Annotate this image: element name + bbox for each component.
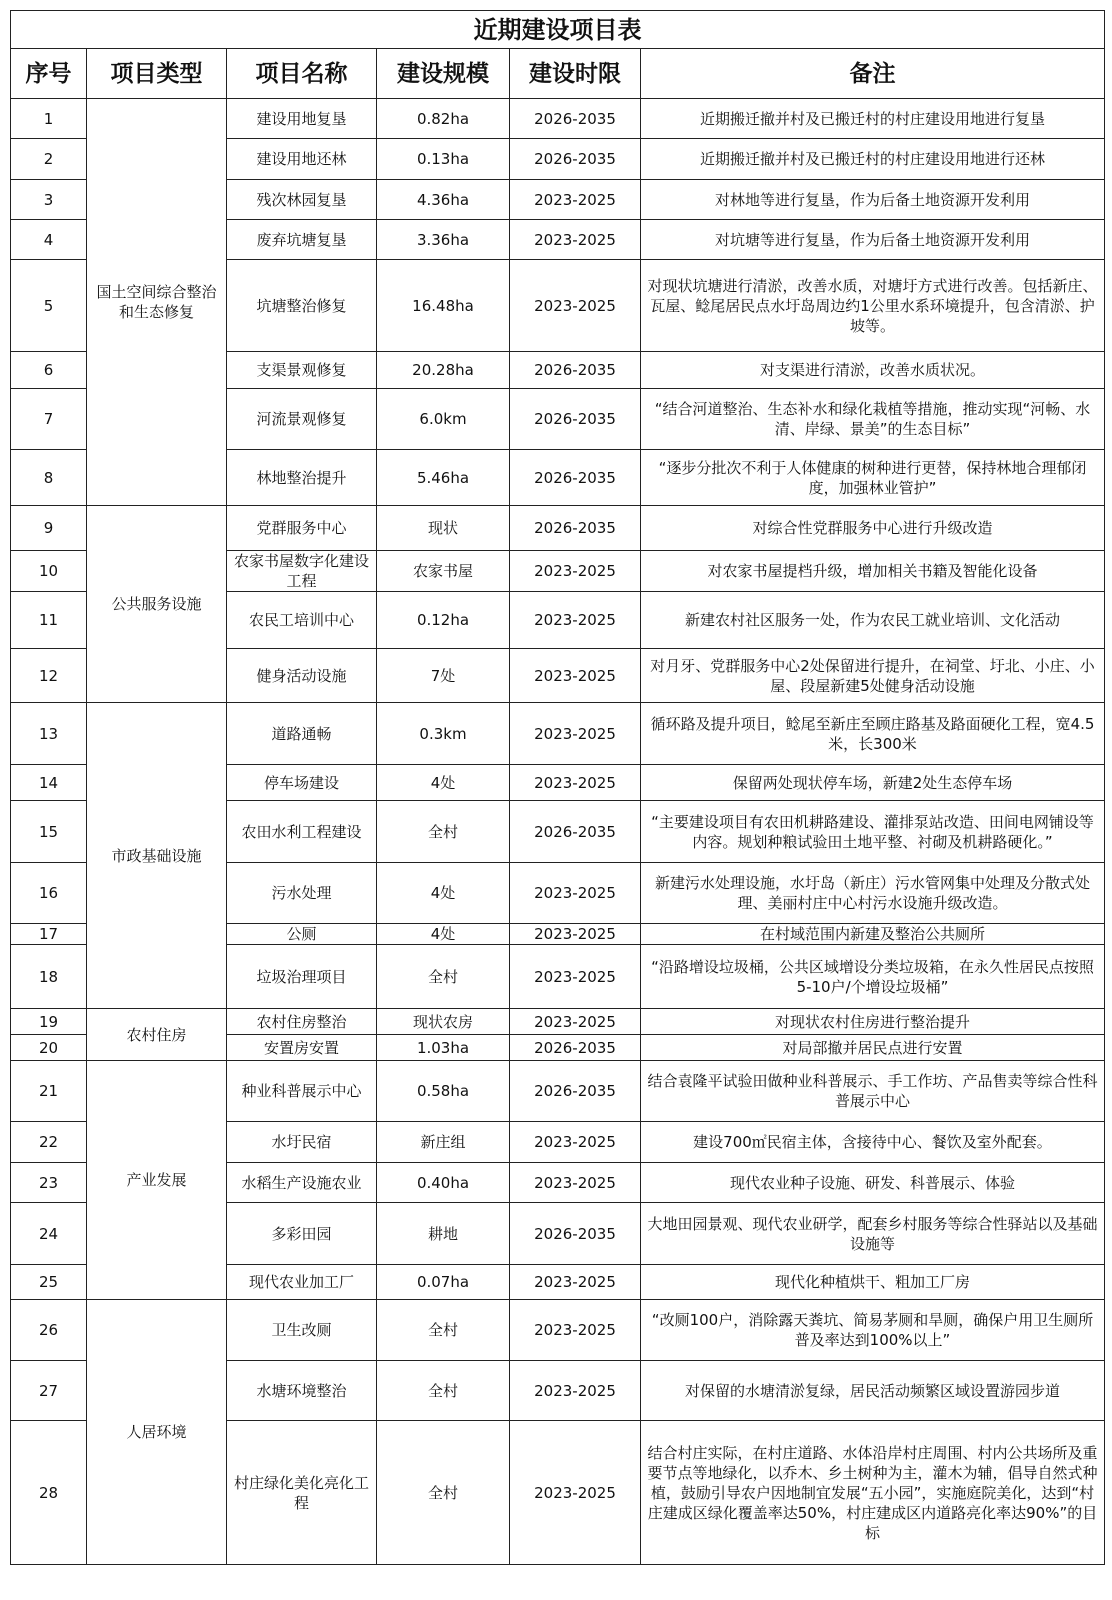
cell-project-name: 安置房安置 bbox=[227, 1035, 377, 1061]
cell-project-name: 农田水利工程建设 bbox=[227, 801, 377, 863]
cell-project-name: 建设用地还林 bbox=[227, 139, 377, 180]
cell-remarks: 保留两处现状停车场，新建2处生态停车场 bbox=[641, 765, 1105, 801]
cell-construction-scale: 6.0km bbox=[377, 389, 510, 450]
cell-construction-scale: 全村 bbox=[377, 801, 510, 863]
cell-construction-period: 2026-2035 bbox=[510, 139, 641, 180]
cell-serial-no: 14 bbox=[11, 765, 87, 801]
cell-project-name: 水塘环境整治 bbox=[227, 1361, 377, 1421]
cell-serial-no: 13 bbox=[11, 703, 87, 765]
cell-serial-no: 19 bbox=[11, 1009, 87, 1035]
cell-remarks: 新建农村社区服务一处，作为农民工就业培训、文化活动 bbox=[641, 592, 1105, 649]
cell-construction-scale: 0.12ha bbox=[377, 592, 510, 649]
cell-remarks: 现代农业种子设施、研发、科普展示、体验 bbox=[641, 1163, 1105, 1203]
cell-construction-period: 2023-2025 bbox=[510, 180, 641, 220]
cell-project-name: 党群服务中心 bbox=[227, 506, 377, 551]
header-project-type: 项目类型 bbox=[87, 49, 227, 99]
cell-project-name: 废弃坑塘复垦 bbox=[227, 220, 377, 260]
cell-remarks: 在村域范围内新建及整治公共厕所 bbox=[641, 924, 1105, 945]
cell-serial-no: 8 bbox=[11, 450, 87, 506]
cell-construction-period: 2023-2025 bbox=[510, 945, 641, 1009]
recent-construction-projects-table bbox=[10, 10, 1105, 1565]
cell-construction-period: 2023-2025 bbox=[510, 260, 641, 352]
cell-remarks: 对现状农村住房进行整治提升 bbox=[641, 1009, 1105, 1035]
cell-remarks: 大地田园景观、现代农业研学，配套乡村服务等综合性驿站以及基础设施等 bbox=[641, 1203, 1105, 1265]
cell-project-type: 市政基础设施 bbox=[87, 703, 227, 1009]
cell-project-name: 卫生改厕 bbox=[227, 1300, 377, 1361]
cell-serial-no: 22 bbox=[11, 1122, 87, 1163]
cell-construction-period: 2026-2035 bbox=[510, 99, 641, 139]
cell-construction-period: 2026-2035 bbox=[510, 1203, 641, 1265]
cell-remarks: 对林地等进行复垦，作为后备土地资源开发利用 bbox=[641, 180, 1105, 220]
cell-construction-period: 2026-2035 bbox=[510, 450, 641, 506]
cell-construction-scale: 0.13ha bbox=[377, 139, 510, 180]
cell-project-name: 建设用地复垦 bbox=[227, 99, 377, 139]
cell-construction-scale: 0.07ha bbox=[377, 1265, 510, 1300]
cell-serial-no: 20 bbox=[11, 1035, 87, 1061]
cell-project-type: 公共服务设施 bbox=[87, 506, 227, 703]
cell-remarks: 结合村庄实际，在村庄道路、水体沿岸村庄周围、村内公共场所及重要节点等地绿化，以乔木、乡土树种为主，灌木为辅，倡导自然式种植，鼓励引导农户因地制宜发展“五小园”，实施庭院美化，达到“村庄建成区绿化覆盖率达50%，村庄建成区内道路亮化率达90%”的目标 bbox=[641, 1421, 1105, 1565]
cell-remarks: 对综合性党群服务中心进行升级改造 bbox=[641, 506, 1105, 551]
cell-remarks: “主要建设项目有农田机耕路建设、灌排泵站改造、田间电网铺设等内容。规划种粮试验田土地平整、衬砌及机耕路硬化。” bbox=[641, 801, 1105, 863]
header-project-name: 项目名称 bbox=[227, 49, 377, 99]
cell-remarks: 循环路及提升项目，鲶尾至新庄至顾庄路基及路面硬化工程，宽4.5米，长300米 bbox=[641, 703, 1105, 765]
cell-serial-no: 4 bbox=[11, 220, 87, 260]
cell-construction-period: 2023-2025 bbox=[510, 924, 641, 945]
cell-construction-scale: 4处 bbox=[377, 924, 510, 945]
cell-serial-no: 2 bbox=[11, 139, 87, 180]
cell-remarks: “改厕100户，消除露天粪坑、简易茅厕和旱厕，确保户用卫生厕所普及率达到100%以上” bbox=[641, 1300, 1105, 1361]
cell-project-type: 国土空间综合整治和生态修复 bbox=[87, 99, 227, 506]
cell-project-name: 残次林园复垦 bbox=[227, 180, 377, 220]
cell-construction-period: 2026-2035 bbox=[510, 352, 641, 389]
cell-construction-period: 2023-2025 bbox=[510, 551, 641, 592]
cell-project-name: 污水处理 bbox=[227, 863, 377, 924]
cell-remarks: 对坑塘等进行复垦，作为后备土地资源开发利用 bbox=[641, 220, 1105, 260]
table-body bbox=[11, 99, 1105, 1565]
cell-construction-scale: 0.40ha bbox=[377, 1163, 510, 1203]
table-title: 近期建设项目表 bbox=[11, 11, 1105, 49]
cell-construction-period: 2026-2035 bbox=[510, 1061, 641, 1122]
cell-construction-scale: 耕地 bbox=[377, 1203, 510, 1265]
cell-remarks: 建设700㎡民宿主体，含接待中心、餐饮及室外配套。 bbox=[641, 1122, 1105, 1163]
cell-construction-scale: 16.48ha bbox=[377, 260, 510, 352]
cell-serial-no: 23 bbox=[11, 1163, 87, 1203]
cell-project-name: 道路通畅 bbox=[227, 703, 377, 765]
cell-construction-period: 2023-2025 bbox=[510, 1163, 641, 1203]
cell-construction-period: 2026-2035 bbox=[510, 389, 641, 450]
cell-remarks: 对月牙、党群服务中心2处保留进行提升，在祠堂、圩北、小庄、小屋、段屋新建5处健身活动设施 bbox=[641, 649, 1105, 703]
cell-remarks: 对农家书屋提档升级，增加相关书籍及智能化设备 bbox=[641, 551, 1105, 592]
header-construction-scale: 建设规模 bbox=[377, 49, 510, 99]
cell-serial-no: 26 bbox=[11, 1300, 87, 1361]
cell-remarks: “沿路增设垃圾桶，公共区域增设分类垃圾箱，在永久性居民点按照5-10户/个增设垃圾桶” bbox=[641, 945, 1105, 1009]
cell-construction-scale: 4处 bbox=[377, 863, 510, 924]
cell-project-name: 停车场建设 bbox=[227, 765, 377, 801]
cell-serial-no: 11 bbox=[11, 592, 87, 649]
cell-construction-scale: 现状 bbox=[377, 506, 510, 551]
cell-project-name: 水稻生产设施农业 bbox=[227, 1163, 377, 1203]
cell-project-type: 人居环境 bbox=[87, 1300, 227, 1565]
cell-remarks: 结合袁隆平试验田做种业科普展示、手工作坊、产品售卖等综合性科普展示中心 bbox=[641, 1061, 1105, 1122]
cell-serial-no: 6 bbox=[11, 352, 87, 389]
cell-serial-no: 17 bbox=[11, 924, 87, 945]
cell-remarks: 对支渠进行清淤，改善水质状况。 bbox=[641, 352, 1105, 389]
cell-project-name: 农家书屋数字化建设工程 bbox=[227, 551, 377, 592]
cell-serial-no: 25 bbox=[11, 1265, 87, 1300]
cell-construction-period: 2023-2025 bbox=[510, 1265, 641, 1300]
cell-construction-scale: 7处 bbox=[377, 649, 510, 703]
header-serial-no: 序号 bbox=[11, 49, 87, 99]
cell-construction-period: 2023-2025 bbox=[510, 592, 641, 649]
cell-construction-scale: 20.28ha bbox=[377, 352, 510, 389]
cell-construction-scale: 0.3km bbox=[377, 703, 510, 765]
cell-project-name: 农村住房整治 bbox=[227, 1009, 377, 1035]
cell-construction-period: 2026-2035 bbox=[510, 506, 641, 551]
cell-project-name: 健身活动设施 bbox=[227, 649, 377, 703]
cell-remarks: “逐步分批次不利于人体健康的树种进行更替，保持林地合理郁闭度，加强林业管护” bbox=[641, 450, 1105, 506]
cell-remarks: 现代化种植烘干、粗加工厂房 bbox=[641, 1265, 1105, 1300]
cell-project-name: 坑塘整治修复 bbox=[227, 260, 377, 352]
cell-construction-scale: 5.46ha bbox=[377, 450, 510, 506]
cell-project-name: 农民工培训中心 bbox=[227, 592, 377, 649]
cell-construction-period: 2023-2025 bbox=[510, 649, 641, 703]
cell-construction-period: 2023-2025 bbox=[510, 1361, 641, 1421]
cell-project-name: 水圩民宿 bbox=[227, 1122, 377, 1163]
cell-construction-period: 2023-2025 bbox=[510, 765, 641, 801]
cell-construction-scale: 0.82ha bbox=[377, 99, 510, 139]
cell-construction-scale: 全村 bbox=[377, 1421, 510, 1565]
cell-remarks: 对局部撤并居民点进行安置 bbox=[641, 1035, 1105, 1061]
cell-construction-period: 2023-2025 bbox=[510, 863, 641, 924]
cell-serial-no: 21 bbox=[11, 1061, 87, 1122]
cell-project-type: 产业发展 bbox=[87, 1061, 227, 1300]
cell-remarks: 近期搬迁撤并村及已搬迁村的村庄建设用地进行还林 bbox=[641, 139, 1105, 180]
cell-serial-no: 5 bbox=[11, 260, 87, 352]
cell-construction-period: 2023-2025 bbox=[510, 1300, 641, 1361]
cell-construction-period: 2026-2035 bbox=[510, 1035, 641, 1061]
cell-construction-scale: 农家书屋 bbox=[377, 551, 510, 592]
cell-remarks: 对现状坑塘进行清淤，改善水质，对塘圩方式进行改善。包括新庄、瓦屋、鲶尾居民点水圩岛周边约1公里水系环境提升，包含清淤、护坡等。 bbox=[641, 260, 1105, 352]
cell-serial-no: 15 bbox=[11, 801, 87, 863]
cell-construction-scale: 全村 bbox=[377, 945, 510, 1009]
cell-project-name: 现代农业加工厂 bbox=[227, 1265, 377, 1300]
cell-remarks: 新建污水处理设施，水圩岛（新庄）污水管网集中处理及分散式处理、美丽村庄中心村污水设施升级改造。 bbox=[641, 863, 1105, 924]
cell-serial-no: 10 bbox=[11, 551, 87, 592]
cell-serial-no: 9 bbox=[11, 506, 87, 551]
cell-serial-no: 1 bbox=[11, 99, 87, 139]
cell-construction-scale: 0.58ha bbox=[377, 1061, 510, 1122]
cell-construction-scale: 1.03ha bbox=[377, 1035, 510, 1061]
cell-serial-no: 24 bbox=[11, 1203, 87, 1265]
cell-project-name: 多彩田园 bbox=[227, 1203, 377, 1265]
cell-project-type: 农村住房 bbox=[87, 1009, 227, 1061]
table-row bbox=[11, 99, 1105, 139]
table-row bbox=[11, 703, 1105, 765]
cell-construction-period: 2023-2025 bbox=[510, 1421, 641, 1565]
header-construction-period: 建设时限 bbox=[510, 49, 641, 99]
cell-serial-no: 7 bbox=[11, 389, 87, 450]
cell-remarks: “结合河道整治、生态补水和绿化栽植等措施，推动实现“河畅、水清、岸绿、景美”的生态目标” bbox=[641, 389, 1105, 450]
cell-construction-scale: 全村 bbox=[377, 1300, 510, 1361]
cell-project-name: 垃圾治理项目 bbox=[227, 945, 377, 1009]
table-row bbox=[11, 1300, 1105, 1361]
cell-construction-scale: 3.36ha bbox=[377, 220, 510, 260]
cell-construction-period: 2023-2025 bbox=[510, 220, 641, 260]
cell-serial-no: 3 bbox=[11, 180, 87, 220]
cell-construction-period: 2023-2025 bbox=[510, 1122, 641, 1163]
cell-project-name: 支渠景观修复 bbox=[227, 352, 377, 389]
cell-project-name: 河流景观修复 bbox=[227, 389, 377, 450]
cell-serial-no: 27 bbox=[11, 1361, 87, 1421]
cell-construction-scale: 现状农房 bbox=[377, 1009, 510, 1035]
cell-serial-no: 18 bbox=[11, 945, 87, 1009]
table-row bbox=[11, 1061, 1105, 1122]
cell-serial-no: 16 bbox=[11, 863, 87, 924]
cell-project-name: 村庄绿化美化亮化工程 bbox=[227, 1421, 377, 1565]
cell-construction-scale: 全村 bbox=[377, 1361, 510, 1421]
cell-construction-period: 2023-2025 bbox=[510, 1009, 641, 1035]
table-row bbox=[11, 506, 1105, 551]
cell-project-name: 种业科普展示中心 bbox=[227, 1061, 377, 1122]
cell-serial-no: 28 bbox=[11, 1421, 87, 1565]
cell-construction-period: 2023-2025 bbox=[510, 703, 641, 765]
cell-project-name: 林地整治提升 bbox=[227, 450, 377, 506]
cell-project-name: 公厕 bbox=[227, 924, 377, 945]
cell-construction-scale: 新庄组 bbox=[377, 1122, 510, 1163]
cell-remarks: 对保留的水塘清淤复绿，居民活动频繁区域设置游园步道 bbox=[641, 1361, 1105, 1421]
cell-construction-period: 2026-2035 bbox=[510, 801, 641, 863]
table-row bbox=[11, 1009, 1105, 1035]
cell-remarks: 近期搬迁撤并村及已搬迁村的村庄建设用地进行复垦 bbox=[641, 99, 1105, 139]
cell-construction-scale: 4.36ha bbox=[377, 180, 510, 220]
cell-serial-no: 12 bbox=[11, 649, 87, 703]
cell-construction-scale: 4处 bbox=[377, 765, 510, 801]
header-remarks: 备注 bbox=[641, 49, 1105, 99]
project-table-container bbox=[10, 10, 1104, 1565]
